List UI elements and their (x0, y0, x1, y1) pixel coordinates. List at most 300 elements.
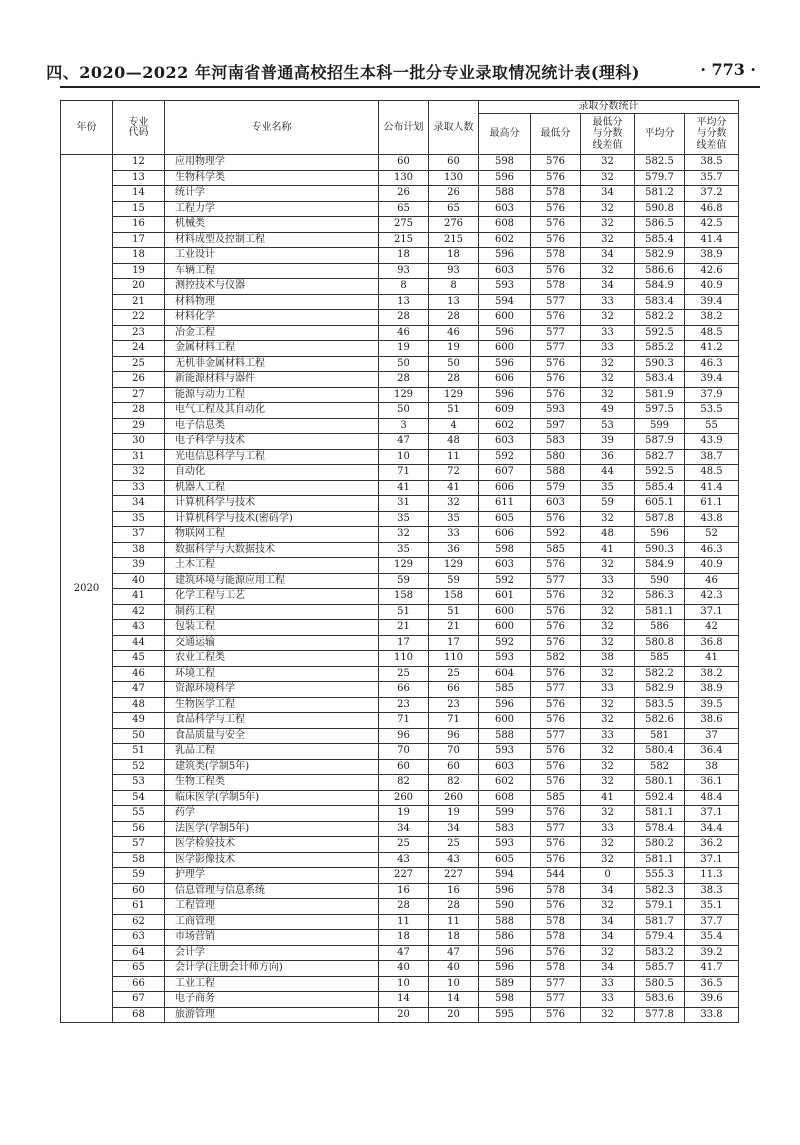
cell-avg-diff: 35.4 (685, 930, 739, 946)
cell-code: 21 (113, 294, 165, 310)
cell-admitted: 215 (429, 232, 479, 248)
cell-admitted: 26 (429, 186, 479, 202)
table-row (61, 744, 739, 760)
cell-min-diff: 32 (581, 217, 635, 233)
cell-min-diff: 32 (581, 744, 635, 760)
cell-admitted: 276 (429, 217, 479, 233)
cell-plan: 16 (379, 883, 429, 899)
cell-avg-diff: 53.5 (685, 403, 739, 419)
cell-name: 数据科学与大数据技术 (165, 542, 379, 558)
cell-name: 会计学(注册会计师方向) (165, 961, 379, 977)
cell-avg: 592.4 (635, 790, 685, 806)
cell-name: 市场营销 (165, 930, 379, 946)
cell-avg-diff: 41 (685, 651, 739, 667)
cell-avg-diff: 37 (685, 728, 739, 744)
table-row (61, 589, 739, 605)
cell-avg: 586.3 (635, 589, 685, 605)
cell-avg-diff: 37.1 (685, 852, 739, 868)
cell-admitted: 227 (429, 868, 479, 884)
cell-min-diff: 44 (581, 465, 635, 481)
admission-stats-table (60, 100, 739, 1023)
cell-name: 计算机科学与技术 (165, 496, 379, 512)
cell-admitted: 46 (429, 325, 479, 341)
cell-max: 586 (479, 930, 531, 946)
cell-plan: 129 (379, 558, 429, 574)
cell-code: 12 (113, 155, 165, 171)
cell-max: 592 (479, 635, 531, 651)
cell-min: 579 (531, 480, 581, 496)
table-row (61, 837, 739, 853)
cell-max: 593 (479, 837, 531, 853)
cell-code: 54 (113, 790, 165, 806)
cell-code: 39 (113, 558, 165, 574)
cell-max: 609 (479, 403, 531, 419)
cell-avg-diff: 41.4 (685, 480, 739, 496)
cell-avg: 580.1 (635, 775, 685, 791)
cell-min: 578 (531, 248, 581, 264)
cell-min: 576 (531, 620, 581, 636)
cell-plan: 11 (379, 914, 429, 930)
cell-min-diff: 34 (581, 914, 635, 930)
cell-plan: 19 (379, 806, 429, 822)
cell-min-diff: 48 (581, 527, 635, 543)
cell-min: 580 (531, 449, 581, 465)
cell-plan: 19 (379, 341, 429, 357)
cell-code: 18 (113, 248, 165, 264)
cell-code: 62 (113, 914, 165, 930)
cell-avg-diff: 37.2 (685, 186, 739, 202)
cell-min-diff: 33 (581, 821, 635, 837)
cell-max: 596 (479, 325, 531, 341)
cell-name: 自动化 (165, 465, 379, 481)
cell-code: 67 (113, 992, 165, 1008)
cell-avg-diff: 38.9 (685, 682, 739, 698)
cell-avg-diff: 33.8 (685, 1007, 739, 1023)
col-header-admitted: 录取人数 (429, 101, 479, 155)
cell-max: 599 (479, 806, 531, 822)
cell-avg: 585.2 (635, 341, 685, 357)
cell-max: 596 (479, 697, 531, 713)
cell-avg-diff: 34.4 (685, 821, 739, 837)
cell-plan: 18 (379, 930, 429, 946)
table-row (61, 449, 739, 465)
col-header-code (113, 101, 165, 155)
cell-avg: 583.5 (635, 697, 685, 713)
cell-max: 598 (479, 542, 531, 558)
table-row (61, 170, 739, 186)
cell-min-diff: 33 (581, 682, 635, 698)
cell-code: 51 (113, 744, 165, 760)
cell-min-diff: 38 (581, 651, 635, 667)
cell-min-diff: 53 (581, 418, 635, 434)
table-row (61, 480, 739, 496)
cell-max: 601 (479, 589, 531, 605)
cell-avg-diff: 35.7 (685, 170, 739, 186)
cell-code: 59 (113, 868, 165, 884)
cell-min: 577 (531, 294, 581, 310)
table-row (61, 945, 739, 961)
cell-max: 603 (479, 263, 531, 279)
table-body (61, 155, 739, 1023)
cell-admitted: 25 (429, 837, 479, 853)
cell-min-diff: 32 (581, 1007, 635, 1023)
table-row (61, 651, 739, 667)
cell-admitted: 11 (429, 914, 479, 930)
cell-name: 材料成型及控制工程 (165, 232, 379, 248)
cell-code: 53 (113, 775, 165, 791)
cell-plan: 60 (379, 759, 429, 775)
cell-avg: 579.7 (635, 170, 685, 186)
cell-avg: 582.2 (635, 666, 685, 682)
col-header-plan: 公布计划 (379, 101, 429, 155)
table-row (61, 883, 739, 899)
cell-plan: 71 (379, 465, 429, 481)
cell-code: 48 (113, 697, 165, 713)
table-row (61, 1007, 739, 1023)
cell-min: 577 (531, 976, 581, 992)
col-header-score-group: 录取分数统计 (479, 101, 739, 114)
cell-avg-diff: 41.7 (685, 961, 739, 977)
cell-min: 585 (531, 790, 581, 806)
cell-max: 602 (479, 418, 531, 434)
cell-avg: 581.7 (635, 914, 685, 930)
cell-max: 595 (479, 1007, 531, 1023)
cell-admitted: 11 (429, 449, 479, 465)
cell-min: 576 (531, 806, 581, 822)
table-row (61, 542, 739, 558)
cell-max: 608 (479, 790, 531, 806)
cell-name: 冶金工程 (165, 325, 379, 341)
cell-plan: 47 (379, 434, 429, 450)
cell-max: 605 (479, 852, 531, 868)
cell-avg-diff: 36.8 (685, 635, 739, 651)
cell-avg-diff: 55 (685, 418, 739, 434)
cell-admitted: 82 (429, 775, 479, 791)
cell-avg: 585.4 (635, 232, 685, 248)
cell-avg-diff: 35.1 (685, 899, 739, 915)
cell-min-diff: 34 (581, 248, 635, 264)
cell-plan: 26 (379, 186, 429, 202)
cell-code: 49 (113, 713, 165, 729)
cell-name: 乳品工程 (165, 744, 379, 760)
cell-plan: 41 (379, 480, 429, 496)
cell-avg: 583.6 (635, 992, 685, 1008)
cell-admitted: 28 (429, 310, 479, 326)
cell-min-diff: 41 (581, 542, 635, 558)
cell-plan: 34 (379, 821, 429, 837)
cell-avg-diff: 41.2 (685, 341, 739, 357)
cell-code: 26 (113, 372, 165, 388)
cell-code: 16 (113, 217, 165, 233)
cell-min-diff: 34 (581, 279, 635, 295)
cell-max: 603 (479, 434, 531, 450)
cell-max: 585 (479, 682, 531, 698)
table-row (61, 930, 739, 946)
cell-name: 生物科学类 (165, 170, 379, 186)
cell-admitted: 47 (429, 945, 479, 961)
cell-plan: 93 (379, 263, 429, 279)
cell-plan: 50 (379, 356, 429, 372)
cell-max: 600 (479, 310, 531, 326)
cell-name: 资源环境科学 (165, 682, 379, 698)
cell-min-diff: 34 (581, 930, 635, 946)
cell-name: 制药工程 (165, 604, 379, 620)
cell-avg-diff: 38.3 (685, 883, 739, 899)
cell-admitted: 36 (429, 542, 479, 558)
page-number: · 773 · (700, 60, 756, 79)
cell-avg-diff: 37.7 (685, 914, 739, 930)
cell-admitted: 25 (429, 666, 479, 682)
cell-max: 594 (479, 294, 531, 310)
cell-admitted: 21 (429, 620, 479, 636)
cell-max: 606 (479, 480, 531, 496)
cell-admitted: 110 (429, 651, 479, 667)
cell-avg: 583.4 (635, 294, 685, 310)
cell-min-diff: 32 (581, 511, 635, 527)
cell-admitted: 158 (429, 589, 479, 605)
table-row (61, 325, 739, 341)
cell-plan: 28 (379, 899, 429, 915)
cell-code: 63 (113, 930, 165, 946)
cell-min: 576 (531, 899, 581, 915)
col-header-min-diff-line3: 线差值 (592, 139, 623, 151)
cell-min: 578 (531, 279, 581, 295)
cell-name: 法医学(学制5年) (165, 821, 379, 837)
cell-avg-diff: 43.8 (685, 511, 739, 527)
cell-name: 无机非金属材料工程 (165, 356, 379, 372)
cell-max: 603 (479, 201, 531, 217)
cell-avg: 582.3 (635, 883, 685, 899)
cell-avg-diff: 43.9 (685, 434, 739, 450)
cell-code: 35 (113, 511, 165, 527)
cell-code: 37 (113, 527, 165, 543)
cell-min-diff: 32 (581, 558, 635, 574)
cell-max: 596 (479, 170, 531, 186)
cell-avg-diff: 39.4 (685, 372, 739, 388)
cell-avg: 587.8 (635, 511, 685, 527)
cell-min: 577 (531, 821, 581, 837)
cell-code: 19 (113, 263, 165, 279)
table-row (61, 620, 739, 636)
cell-name: 工程管理 (165, 899, 379, 915)
cell-min: 576 (531, 217, 581, 233)
cell-min: 576 (531, 372, 581, 388)
cell-max: 588 (479, 728, 531, 744)
cell-avg: 581.1 (635, 806, 685, 822)
cell-min: 576 (531, 232, 581, 248)
cell-max: 596 (479, 961, 531, 977)
cell-admitted: 17 (429, 635, 479, 651)
cell-avg-diff: 37.9 (685, 387, 739, 403)
cell-name: 计算机科学与技术(密码学) (165, 511, 379, 527)
cell-name: 食品质量与安全 (165, 728, 379, 744)
cell-min: 578 (531, 883, 581, 899)
cell-code: 41 (113, 589, 165, 605)
cell-max: 588 (479, 186, 531, 202)
cell-min: 576 (531, 666, 581, 682)
cell-plan: 43 (379, 852, 429, 868)
cell-name: 光电信息科学与工程 (165, 449, 379, 465)
cell-code: 56 (113, 821, 165, 837)
cell-plan: 215 (379, 232, 429, 248)
cell-avg-diff: 48.4 (685, 790, 739, 806)
cell-name: 工商管理 (165, 914, 379, 930)
cell-min-diff: 32 (581, 635, 635, 651)
table-row (61, 310, 739, 326)
cell-admitted: 23 (429, 697, 479, 713)
cell-plan: 46 (379, 325, 429, 341)
cell-avg: 555.3 (635, 868, 685, 884)
cell-avg: 582.7 (635, 449, 685, 465)
cell-avg-diff: 46.8 (685, 201, 739, 217)
cell-plan: 110 (379, 651, 429, 667)
cell-min: 593 (531, 403, 581, 419)
cell-plan: 8 (379, 279, 429, 295)
cell-plan: 21 (379, 620, 429, 636)
cell-min: 576 (531, 713, 581, 729)
cell-max: 589 (479, 976, 531, 992)
cell-min-diff: 32 (581, 201, 635, 217)
table-row (61, 821, 739, 837)
cell-avg-diff: 52 (685, 527, 739, 543)
table-row (61, 697, 739, 713)
cell-plan: 25 (379, 837, 429, 853)
cell-max: 593 (479, 279, 531, 295)
cell-avg: 581.1 (635, 852, 685, 868)
cell-name: 包装工程 (165, 620, 379, 636)
cell-max: 600 (479, 604, 531, 620)
cell-avg: 585 (635, 651, 685, 667)
cell-admitted: 41 (429, 480, 479, 496)
cell-min-diff: 32 (581, 372, 635, 388)
col-header-min-diff-line1: 最低分 (592, 116, 623, 128)
cell-min-diff: 32 (581, 697, 635, 713)
cell-code: 27 (113, 387, 165, 403)
table-row (61, 713, 739, 729)
cell-avg-diff: 38.5 (685, 155, 739, 171)
table-row (61, 573, 739, 589)
table-row (61, 511, 739, 527)
cell-min: 583 (531, 434, 581, 450)
cell-admitted: 35 (429, 511, 479, 527)
cell-avg: 599 (635, 418, 685, 434)
cell-avg: 597.5 (635, 403, 685, 419)
cell-name: 化学工程与工艺 (165, 589, 379, 605)
cell-avg-diff: 42.5 (685, 217, 739, 233)
cell-max: 596 (479, 945, 531, 961)
cell-min-diff: 32 (581, 945, 635, 961)
cell-admitted: 8 (429, 279, 479, 295)
cell-min: 577 (531, 573, 581, 589)
cell-code: 40 (113, 573, 165, 589)
cell-min-diff: 33 (581, 573, 635, 589)
cell-max: 588 (479, 914, 531, 930)
table-row (61, 356, 739, 372)
cell-admitted: 66 (429, 682, 479, 698)
cell-min-diff: 34 (581, 961, 635, 977)
cell-avg: 584.9 (635, 279, 685, 295)
cell-year: 2020 (61, 155, 113, 1023)
cell-avg-diff: 39.4 (685, 294, 739, 310)
cell-min: 576 (531, 155, 581, 171)
cell-min: 577 (531, 341, 581, 357)
cell-max: 596 (479, 356, 531, 372)
cell-min: 576 (531, 201, 581, 217)
cell-plan: 40 (379, 961, 429, 977)
cell-admitted: 18 (429, 248, 479, 264)
cell-avg-diff: 48.5 (685, 325, 739, 341)
cell-avg-diff: 39.5 (685, 697, 739, 713)
cell-avg: 590 (635, 573, 685, 589)
col-header-avg-diff-line3: 线差值 (696, 139, 727, 151)
cell-code: 57 (113, 837, 165, 853)
cell-name: 信息管理与信息系统 (165, 883, 379, 899)
cell-avg: 585.7 (635, 961, 685, 977)
col-header-min-diff (581, 114, 635, 155)
cell-min: 576 (531, 775, 581, 791)
cell-min-diff: 36 (581, 449, 635, 465)
cell-min: 576 (531, 744, 581, 760)
table-row (61, 418, 739, 434)
cell-name: 生物工程类 (165, 775, 379, 791)
cell-plan: 35 (379, 542, 429, 558)
cell-plan: 71 (379, 713, 429, 729)
cell-plan: 25 (379, 666, 429, 682)
cell-code: 31 (113, 449, 165, 465)
cell-max: 602 (479, 775, 531, 791)
cell-min-diff: 34 (581, 186, 635, 202)
cell-min-diff: 32 (581, 759, 635, 775)
cell-avg: 586.6 (635, 263, 685, 279)
cell-avg-diff: 40.9 (685, 279, 739, 295)
cell-name: 电气工程及其自动化 (165, 403, 379, 419)
cell-code: 33 (113, 480, 165, 496)
table-row (61, 852, 739, 868)
cell-min-diff: 32 (581, 713, 635, 729)
cell-code: 64 (113, 945, 165, 961)
cell-code: 68 (113, 1007, 165, 1023)
cell-name: 环境工程 (165, 666, 379, 682)
cell-plan: 65 (379, 201, 429, 217)
cell-plan: 23 (379, 697, 429, 713)
cell-min: 578 (531, 930, 581, 946)
cell-min: 576 (531, 558, 581, 574)
cell-min: 576 (531, 511, 581, 527)
cell-plan: 130 (379, 170, 429, 186)
col-header-code-line1: 专业 (128, 116, 149, 128)
cell-max: 596 (479, 248, 531, 264)
cell-plan: 3 (379, 418, 429, 434)
cell-code: 43 (113, 620, 165, 636)
cell-code: 24 (113, 341, 165, 357)
cell-name: 生物医学工程 (165, 697, 379, 713)
cell-code: 44 (113, 635, 165, 651)
col-header-avg-diff-line2: 与分数 (696, 128, 727, 140)
cell-admitted: 96 (429, 728, 479, 744)
cell-min: 576 (531, 697, 581, 713)
cell-plan: 60 (379, 155, 429, 171)
cell-admitted: 28 (429, 372, 479, 388)
cell-code: 61 (113, 899, 165, 915)
cell-min-diff: 41 (581, 790, 635, 806)
cell-plan: 18 (379, 248, 429, 264)
cell-code: 34 (113, 496, 165, 512)
table-row (61, 899, 739, 915)
table-row (61, 341, 739, 357)
cell-plan: 10 (379, 976, 429, 992)
cell-min-diff: 32 (581, 852, 635, 868)
cell-name: 医学检验技术 (165, 837, 379, 853)
